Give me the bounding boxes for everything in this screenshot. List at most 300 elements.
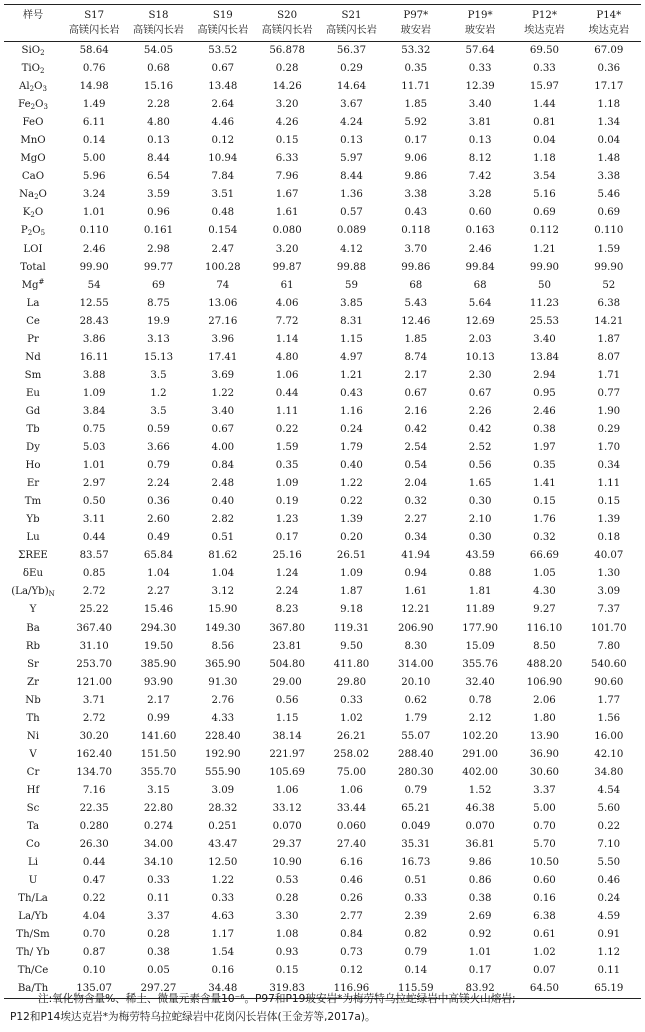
table-cell: 15.97 bbox=[529, 81, 560, 93]
table-cell: 0.43 bbox=[404, 207, 428, 219]
table-cell: 65.21 bbox=[401, 802, 431, 814]
table-cell: 0.24 bbox=[340, 424, 363, 435]
table-cell: 3.13 bbox=[147, 333, 170, 345]
row-label: Zr bbox=[27, 676, 39, 688]
table-cell: 9.86 bbox=[404, 171, 428, 183]
table-cell: 1.09 bbox=[82, 387, 106, 399]
table-cell: 2.82 bbox=[211, 514, 235, 526]
table-cell: 0.20 bbox=[340, 532, 363, 544]
table-cell: 0.48 bbox=[211, 207, 235, 219]
table-cell: 35.31 bbox=[401, 839, 431, 851]
table-cell: 1.79 bbox=[340, 442, 363, 454]
table-cell: 14.64 bbox=[336, 81, 367, 93]
table-cell: 68 bbox=[473, 279, 487, 291]
table-cell: 0.76 bbox=[82, 63, 106, 75]
row-label: Th/La bbox=[18, 893, 48, 905]
table-cell: 93.90 bbox=[143, 676, 174, 688]
table-cell: 22.80 bbox=[143, 802, 174, 814]
table-cell: 0.40 bbox=[340, 460, 363, 472]
table-cell: 3.40 bbox=[211, 405, 235, 417]
table-cell: 8.23 bbox=[275, 604, 299, 616]
table-cell: 0.274 bbox=[143, 821, 174, 833]
table-cell: 0.67 bbox=[211, 63, 235, 75]
table-cell: 367.80 bbox=[269, 622, 305, 634]
table-row bbox=[4, 168, 641, 186]
table-cell: 0.118 bbox=[401, 225, 431, 237]
table-cell: 0.15 bbox=[275, 135, 299, 147]
row-label: MnO bbox=[20, 135, 46, 147]
table-cell: 13.06 bbox=[208, 297, 238, 309]
table-cell: 280.30 bbox=[397, 766, 434, 778]
table-cell: 0.16 bbox=[533, 893, 556, 905]
table-cell: 0.04 bbox=[533, 135, 556, 147]
table-cell: 5.64 bbox=[468, 297, 492, 309]
table-cell: 0.13 bbox=[340, 135, 363, 147]
table-cell: 102.20 bbox=[462, 730, 498, 742]
table-row bbox=[4, 295, 641, 313]
table-row bbox=[4, 60, 641, 78]
table-cell: 6.54 bbox=[147, 171, 170, 183]
table-cell: 385.90 bbox=[140, 658, 177, 670]
table-cell: 5.70 bbox=[533, 839, 556, 851]
table-cell: 1.18 bbox=[597, 99, 621, 111]
table-cell: 15.13 bbox=[143, 351, 174, 363]
table-cell: 1.16 bbox=[340, 405, 363, 417]
table-cell: 99.86 bbox=[401, 261, 431, 273]
table-cell: 1.54 bbox=[211, 947, 235, 959]
table-row bbox=[4, 457, 641, 475]
row-label: Y bbox=[29, 604, 37, 616]
table-cell: 2.28 bbox=[147, 99, 170, 111]
table-cell: 4.04 bbox=[82, 911, 106, 923]
table-cell: 0.70 bbox=[82, 929, 106, 941]
table-cell: 0.15 bbox=[533, 496, 556, 508]
table-row bbox=[4, 96, 641, 114]
table-cell: 5.92 bbox=[404, 117, 428, 129]
table-cell: 9.86 bbox=[468, 857, 492, 869]
table-cell: 42.10 bbox=[594, 748, 624, 760]
table-cell: 0.32 bbox=[404, 496, 428, 508]
table-row bbox=[4, 710, 641, 728]
table-cell: 0.29 bbox=[597, 424, 621, 435]
table-cell: 1.08 bbox=[275, 929, 299, 941]
table-row bbox=[4, 204, 641, 222]
table-cell: 0.22 bbox=[275, 424, 299, 435]
table-cell: 4.12 bbox=[340, 243, 363, 255]
table-cell: 11.71 bbox=[401, 81, 431, 93]
table-cell: 0.33 bbox=[340, 694, 363, 706]
table-cell: 5.00 bbox=[82, 153, 106, 165]
table-cell: 65.84 bbox=[143, 550, 174, 562]
table-cell: 1.23 bbox=[275, 514, 299, 526]
table-cell: 1.77 bbox=[597, 694, 621, 706]
table-cell: 5.16 bbox=[533, 189, 556, 201]
row-label: SiO$_2$ bbox=[21, 45, 45, 58]
table-cell: 1.01 bbox=[82, 460, 106, 472]
table-cell: 0.79 bbox=[404, 784, 428, 796]
table-cell: 2.98 bbox=[147, 243, 170, 255]
table-cell: 12.39 bbox=[465, 81, 495, 93]
table-cell: 0.91 bbox=[597, 929, 621, 941]
table-cell: 9.06 bbox=[404, 153, 428, 165]
table-cell: 5.00 bbox=[533, 802, 556, 814]
table-cell: 4.97 bbox=[340, 351, 363, 363]
table-cell: 177.90 bbox=[462, 622, 498, 634]
table-row bbox=[4, 836, 641, 854]
table-cell: 319.83 bbox=[255, 980, 319, 999]
table-cell: 3.51 bbox=[211, 189, 235, 201]
column-header: S18 高镁闪长岩 bbox=[126, 5, 190, 42]
table-cell: 8.56 bbox=[211, 640, 235, 652]
row-label: Tb bbox=[26, 424, 40, 435]
table-cell: 0.070 bbox=[272, 821, 302, 833]
table-cell: 56.37 bbox=[336, 45, 367, 57]
table-cell: 314.00 bbox=[397, 658, 434, 670]
table-cell: 2.72 bbox=[82, 586, 106, 598]
table-row bbox=[4, 493, 641, 511]
table-cell: 7.96 bbox=[275, 171, 299, 183]
table-cell: 52 bbox=[602, 279, 616, 291]
table-cell: 0.32 bbox=[533, 532, 556, 544]
table-cell: 54 bbox=[87, 279, 101, 291]
row-label: $Na_2O$ bbox=[19, 189, 47, 202]
table-cell: 3.86 bbox=[82, 333, 106, 345]
table-cell: 99.77 bbox=[143, 261, 174, 273]
table-cell: 5.60 bbox=[597, 802, 621, 814]
table-cell: 34.48 bbox=[191, 980, 255, 999]
table-cell: 1.61 bbox=[275, 207, 299, 219]
row-label: Er bbox=[26, 478, 40, 490]
table-row bbox=[4, 349, 641, 367]
table-cell: 504.80 bbox=[269, 658, 305, 670]
table-cell: 0.50 bbox=[82, 496, 106, 508]
table-cell: 14.21 bbox=[594, 315, 624, 327]
table-cell: 228.40 bbox=[204, 730, 241, 742]
table-cell: 100.28 bbox=[204, 261, 241, 273]
table-cell: 29.80 bbox=[336, 676, 367, 688]
row-label: Total bbox=[20, 261, 46, 273]
table-cell: 0.15 bbox=[275, 965, 299, 977]
table-cell: 81.62 bbox=[208, 550, 238, 562]
table-cell: 1.65 bbox=[468, 478, 492, 490]
table-cell: 99.88 bbox=[336, 261, 367, 273]
table-cell: 2.46 bbox=[533, 405, 556, 417]
table-cell: 0.30 bbox=[468, 496, 492, 508]
table-cell: 15.16 bbox=[143, 81, 174, 93]
table-cell: 10.50 bbox=[529, 857, 560, 869]
table-cell: 2.27 bbox=[404, 514, 428, 526]
table-cell: 0.26 bbox=[340, 893, 363, 905]
table-cell: 2.47 bbox=[211, 243, 235, 255]
table-cell: 3.5 bbox=[150, 369, 167, 381]
table-cell: 0.163 bbox=[465, 225, 495, 237]
table-row bbox=[4, 565, 641, 583]
row-label: Eu bbox=[26, 387, 40, 399]
table-cell: 6.38 bbox=[597, 297, 621, 309]
table-cell: 0.080 bbox=[272, 225, 302, 237]
table-cell: 1.70 bbox=[597, 442, 621, 454]
table-cell: 1.11 bbox=[275, 405, 299, 417]
table-cell: 0.69 bbox=[597, 207, 621, 219]
table-cell: 23.81 bbox=[272, 640, 302, 652]
table-cell: 3.20 bbox=[275, 243, 299, 255]
table-cell: 2.77 bbox=[340, 911, 363, 923]
table-cell: 27.40 bbox=[336, 839, 367, 851]
table-cell: 1.15 bbox=[275, 712, 299, 724]
table-cell: 162.40 bbox=[76, 748, 112, 760]
table-cell: 294.30 bbox=[140, 622, 177, 634]
table-cell: 0.88 bbox=[468, 568, 492, 580]
table-cell: 6.33 bbox=[275, 153, 299, 165]
table-cell: 2.69 bbox=[468, 911, 492, 923]
table-cell: 4.46 bbox=[211, 117, 235, 129]
table-row bbox=[4, 818, 641, 836]
table-cell: 0.53 bbox=[275, 875, 299, 887]
table-cell: 0.17 bbox=[404, 135, 428, 147]
table-cell: 1.90 bbox=[597, 405, 621, 417]
row-label: Ni bbox=[26, 730, 40, 742]
table-row bbox=[4, 222, 641, 240]
table-cell: 555.90 bbox=[204, 766, 241, 778]
table-cell: 1.09 bbox=[275, 478, 299, 490]
table-cell: 3.09 bbox=[597, 586, 621, 598]
table-cell: 3.85 bbox=[340, 297, 363, 309]
table-cell: 33.44 bbox=[336, 802, 367, 814]
table-cell: 0.87 bbox=[82, 947, 106, 959]
table-cell: 4.26 bbox=[275, 117, 299, 129]
table-cell: 1.22 bbox=[211, 387, 235, 399]
table-cell: 7.16 bbox=[82, 784, 106, 796]
table-cell: 3.09 bbox=[211, 784, 235, 796]
column-header: P14* 埃达克岩 bbox=[577, 5, 641, 42]
geochemistry-table bbox=[4, 4, 641, 999]
table-cell: 2.76 bbox=[211, 694, 235, 706]
row-label: Tm bbox=[24, 496, 42, 508]
row-label: Ba bbox=[26, 622, 40, 634]
table-row bbox=[4, 150, 641, 168]
row-label: Sm bbox=[24, 369, 42, 381]
table-cell: 99.90 bbox=[79, 261, 109, 273]
table-cell: 0.40 bbox=[211, 496, 235, 508]
table-cell: 1.39 bbox=[340, 514, 363, 526]
table-cell: 0.251 bbox=[208, 821, 238, 833]
column-header: S21 高镁闪长岩 bbox=[319, 5, 383, 42]
table-cell: 0.51 bbox=[211, 532, 235, 544]
table-cell: 32.40 bbox=[465, 676, 495, 688]
table-cell: 0.38 bbox=[147, 947, 170, 959]
table-cell: 3.15 bbox=[147, 784, 170, 796]
table-cell: 5.96 bbox=[82, 171, 106, 183]
table-cell: 1.76 bbox=[533, 514, 556, 526]
table-row bbox=[4, 872, 641, 890]
table-cell: 258.02 bbox=[333, 748, 370, 760]
column-header: S17 高镁闪长岩 bbox=[62, 5, 126, 42]
table-cell: 6.11 bbox=[82, 117, 106, 129]
table-cell: 0.86 bbox=[468, 875, 492, 887]
table-cell: 36.81 bbox=[465, 839, 495, 851]
table-cell: 2.12 bbox=[468, 712, 492, 724]
row-label: V bbox=[29, 748, 37, 760]
table-row bbox=[4, 547, 641, 565]
row-label: Co bbox=[26, 839, 40, 851]
table-cell: 22.35 bbox=[79, 802, 109, 814]
table-cell: 12.55 bbox=[79, 297, 109, 309]
table-cell: 0.22 bbox=[82, 893, 106, 905]
table-cell: 141.60 bbox=[140, 730, 177, 742]
table-cell: 2.27 bbox=[147, 586, 170, 598]
table-cell: 4.06 bbox=[275, 297, 299, 309]
table-row bbox=[4, 114, 641, 132]
table-cell: 4.33 bbox=[211, 712, 235, 724]
table-cell: 2.16 bbox=[404, 405, 428, 417]
row-label: MgO bbox=[20, 153, 46, 165]
table-cell: 0.78 bbox=[468, 694, 492, 706]
table-cell: 0.14 bbox=[404, 965, 428, 977]
table-cell: 0.060 bbox=[336, 821, 367, 833]
row-label: Li bbox=[27, 857, 39, 869]
table-cell: 1.21 bbox=[340, 369, 363, 381]
table-cell: 1.36 bbox=[340, 189, 363, 201]
table-cell: 1.12 bbox=[597, 947, 621, 959]
table-cell: 2.10 bbox=[468, 514, 492, 526]
table-row bbox=[4, 241, 641, 259]
table-cell: 0.16 bbox=[211, 965, 235, 977]
table-cell: 50 bbox=[537, 279, 551, 291]
table-cell: 0.28 bbox=[275, 893, 299, 905]
table-cell: 3.20 bbox=[275, 99, 299, 111]
table-cell: 1.67 bbox=[275, 189, 299, 201]
row-label: LOI bbox=[23, 243, 43, 255]
row-label: Th bbox=[26, 712, 40, 724]
corner-header: 样号 bbox=[4, 5, 62, 42]
table-cell: 8.44 bbox=[147, 153, 170, 165]
table-cell: 11.23 bbox=[529, 297, 560, 309]
table-cell: 0.04 bbox=[597, 135, 621, 147]
table-cell: 43.47 bbox=[208, 839, 238, 851]
table-cell: 0.85 bbox=[82, 568, 106, 580]
table-cell: 10.94 bbox=[208, 153, 238, 165]
table-row bbox=[4, 908, 641, 926]
row-label: Th/Sm bbox=[16, 929, 50, 941]
table-cell: 3.38 bbox=[404, 189, 428, 201]
table-cell: 17.41 bbox=[208, 351, 238, 363]
row-label: Cr bbox=[26, 766, 40, 778]
footnote-line-1: 注:氧化物含量%、稀土、微量元素含量10⁻⁶。P97和P19玻安岩*为梅劳特乌拉蛇绿岩中高镁火山熔岩; bbox=[38, 993, 516, 1005]
table-cell: 116.10 bbox=[526, 622, 563, 634]
table-cell: 355.70 bbox=[140, 766, 177, 778]
table-cell: 0.05 bbox=[147, 965, 170, 977]
table-cell: 91.30 bbox=[208, 676, 238, 688]
table-cell: 2.17 bbox=[404, 369, 428, 381]
table-cell: 16.00 bbox=[594, 730, 624, 742]
table-cell: 0.44 bbox=[82, 857, 106, 869]
table-cell: 4.80 bbox=[275, 351, 299, 363]
table-cell: 2.24 bbox=[275, 586, 299, 598]
table-cell: 1.09 bbox=[340, 568, 363, 580]
table-cell: 0.99 bbox=[147, 712, 170, 724]
table-cell: 0.67 bbox=[404, 387, 428, 399]
table-cell: 12.69 bbox=[465, 315, 495, 327]
table-row bbox=[4, 421, 641, 439]
row-label: Rb bbox=[25, 640, 41, 652]
table-cell: 0.95 bbox=[533, 387, 556, 399]
table-row bbox=[4, 511, 641, 529]
table-cell: 4.00 bbox=[211, 442, 235, 454]
table-cell: 99.87 bbox=[272, 261, 302, 273]
table-cell: 8.07 bbox=[597, 351, 621, 363]
row-label: Th/Ce bbox=[17, 965, 49, 977]
table-cell: 106.90 bbox=[526, 676, 563, 688]
table-cell: 0.56 bbox=[468, 460, 492, 472]
table-cell: 1.87 bbox=[597, 333, 621, 345]
table-cell: 0.161 bbox=[143, 225, 174, 237]
table-cell: 83.57 bbox=[79, 550, 109, 562]
table-cell: 1.04 bbox=[147, 568, 170, 580]
table-cell: 0.35 bbox=[533, 460, 556, 472]
table-cell: 69 bbox=[152, 279, 165, 291]
table-row bbox=[4, 78, 641, 96]
table-cell: 0.49 bbox=[147, 532, 170, 544]
table-cell: 0.13 bbox=[147, 135, 170, 147]
table-cell: 0.33 bbox=[533, 63, 556, 75]
table-cell: 0.110 bbox=[79, 225, 109, 237]
table-cell: 1.56 bbox=[597, 712, 621, 724]
table-cell: 66.69 bbox=[529, 550, 560, 562]
table-header-row bbox=[4, 5, 641, 42]
table-cell: 192.90 bbox=[204, 748, 241, 760]
table-cell: 1.87 bbox=[340, 586, 363, 598]
table-cell: 7.80 bbox=[597, 640, 621, 652]
table-cell: 12.50 bbox=[208, 857, 238, 869]
table-cell: 34.80 bbox=[594, 766, 624, 778]
row-label: Ho bbox=[25, 460, 41, 472]
table-cell: 0.56 bbox=[275, 694, 299, 706]
table-cell: 1.21 bbox=[533, 243, 556, 255]
table-cell: 16.11 bbox=[79, 351, 109, 363]
table-cell: 488.20 bbox=[526, 658, 563, 670]
row-label: $P_2O_5$ bbox=[20, 225, 46, 238]
table-cell: 14.26 bbox=[272, 81, 302, 93]
table-cell: 0.61 bbox=[533, 929, 556, 941]
table-cell: 19.50 bbox=[143, 640, 174, 652]
table-cell: 0.68 bbox=[147, 63, 170, 75]
table-cell: 0.67 bbox=[468, 387, 492, 399]
table-row bbox=[4, 656, 641, 674]
table-cell: 0.12 bbox=[211, 135, 235, 147]
table-cell: 56.878 bbox=[269, 45, 305, 57]
table-cell: 0.67 bbox=[211, 424, 235, 435]
table-cell: 0.94 bbox=[404, 568, 428, 580]
table-cell: 3.37 bbox=[147, 911, 170, 923]
table-cell: 3.81 bbox=[468, 117, 492, 129]
table-cell: 13.48 bbox=[208, 81, 238, 93]
table-cell: 15.09 bbox=[465, 640, 495, 652]
table-cell: 3.84 bbox=[82, 405, 106, 417]
table-cell: 8.30 bbox=[404, 640, 428, 652]
table-cell: 206.90 bbox=[397, 622, 434, 634]
table-cell: 12.21 bbox=[401, 604, 431, 616]
table-cell: 115.59 bbox=[384, 980, 448, 999]
table-cell: 4.80 bbox=[147, 117, 170, 129]
table-row bbox=[4, 475, 641, 493]
table-cell: 53.52 bbox=[208, 45, 238, 57]
table-cell: 6.16 bbox=[340, 857, 363, 869]
table-cell: 9.18 bbox=[340, 604, 363, 616]
table-row bbox=[4, 620, 641, 638]
row-label: Pr bbox=[27, 333, 39, 345]
table-row bbox=[4, 403, 641, 421]
table-cell: 8.44 bbox=[340, 171, 363, 183]
